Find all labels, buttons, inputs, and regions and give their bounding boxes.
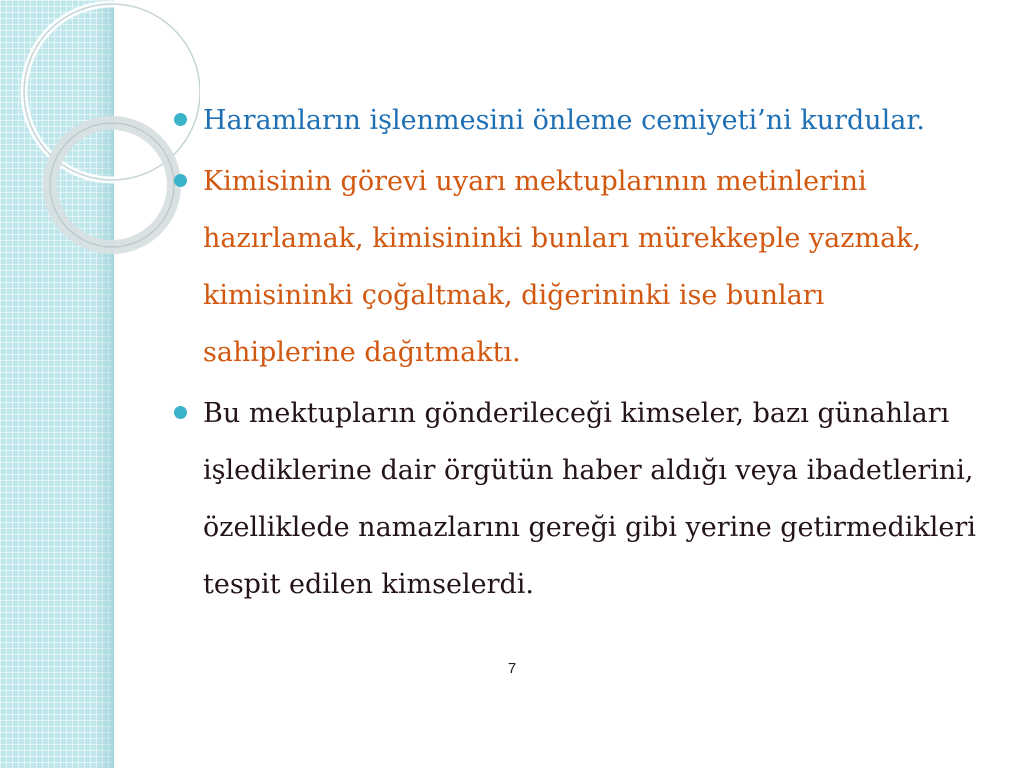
bullet-text-2: Kimisinin görevi uyarı mektuplarının metinlerini hazırlamak, kimisininki bunları mürekkeple yazmak, kimisininki çoğaltmak, diğerininki ise bunları sahiplerine dağıtmaktı. bbox=[203, 166, 922, 368]
bullet-text-1: Haramların işlenmesini önleme cemiyeti’ni kurdular. bbox=[203, 105, 925, 136]
bullet-item-3 bbox=[172, 385, 982, 613]
decorative-ring-small bbox=[50, 123, 174, 247]
bullet-dot-icon bbox=[174, 406, 187, 419]
bullet-text-3: Bu mektupların gönderileceği kimseler, bazı günahları işlediklerine dair örgütün haber aldığı veya ibadetlerini, özelliklede namazlarını gereği gibi yerine getirmedikleri tespit edilen kimselerdi. bbox=[203, 398, 976, 600]
bullet-dot-icon bbox=[174, 174, 187, 187]
bullet-item-2 bbox=[172, 153, 982, 381]
slide-content bbox=[172, 92, 982, 617]
page-number: 7 bbox=[507, 660, 517, 677]
decorative-rings bbox=[0, 0, 200, 260]
bullet-item-1 bbox=[172, 92, 982, 149]
bullet-dot-icon bbox=[174, 113, 187, 126]
